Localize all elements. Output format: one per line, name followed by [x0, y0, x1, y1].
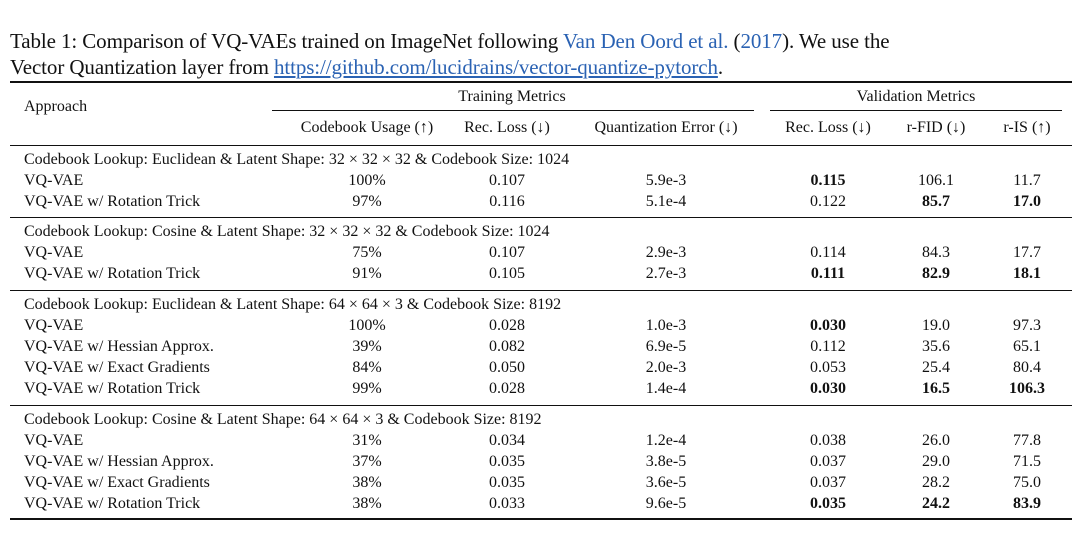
table-cell: 80.4: [1013, 359, 1041, 376]
table-cell: 5.1e-4: [645, 193, 687, 210]
bottom-rule: [10, 518, 1072, 520]
row-approach: VQ-VAE w/ Hessian Approx.: [24, 338, 214, 355]
col-train-rec-loss: Rec. Loss (↓): [464, 119, 550, 136]
table-cell: 2.9e-3: [645, 244, 687, 261]
citation-link[interactable]: Van Den Oord et al.: [562, 29, 729, 53]
table-cell: 0.035: [810, 495, 846, 512]
table-cell: 0.038: [810, 432, 846, 449]
table-cell: 82.9: [922, 265, 950, 282]
table-cell: 31%: [352, 432, 382, 449]
table-cell: 84.3: [922, 244, 950, 261]
table-cell: 0.112: [810, 338, 846, 355]
table-cell: 1.4e-4: [645, 380, 687, 397]
table-cell: 0.030: [810, 380, 846, 397]
table-cell: 65.1: [1013, 338, 1041, 355]
row-approach: VQ-VAE: [24, 172, 84, 189]
table-cell: 18.1: [1013, 265, 1041, 282]
row-approach: VQ-VAE w/ Rotation Trick: [24, 193, 201, 210]
table-cell: 0.053: [810, 359, 846, 376]
citation-open: (: [728, 29, 741, 53]
table-cell: 83.9: [1013, 495, 1041, 512]
table-cell: 0.050: [489, 359, 525, 376]
table-cell: 0.033: [489, 495, 525, 512]
col-codebook-usage: Codebook Usage (↑): [300, 119, 434, 136]
table-cell: 28.2: [922, 474, 950, 491]
row-approach: VQ-VAE w/ Rotation Trick: [24, 265, 201, 282]
row-approach: VQ-VAE: [24, 432, 84, 449]
table-cell: 0.115: [810, 172, 846, 189]
table-cell: 97%: [352, 193, 382, 210]
table-cell: 2.0e-3: [645, 359, 687, 376]
group-separator-rule: [10, 405, 1072, 406]
table-cell: 0.107: [489, 244, 525, 261]
table-cell: 75%: [352, 244, 382, 261]
table-cell: 0.037: [810, 453, 846, 470]
table-cell: 3.6e-5: [645, 474, 687, 491]
table-cell: 0.114: [810, 244, 846, 261]
table-cell: 39%: [352, 338, 382, 355]
table-cell: 0.111: [810, 265, 846, 282]
table-cell: 85.7: [922, 193, 950, 210]
table-cell: 24.2: [922, 495, 950, 512]
row-approach: VQ-VAE w/ Exact Gradients: [24, 474, 210, 491]
table-cell: 0.030: [810, 317, 846, 334]
table-cell: 99%: [352, 380, 382, 397]
caption-prefix: Table 1: Comparison of VQ-VAEs trained on ImageNet following: [10, 29, 563, 53]
row-approach: VQ-VAE w/ Hessian Approx.: [24, 453, 214, 470]
row-approach: VQ-VAE w/ Exact Gradients: [24, 359, 210, 376]
table-cell: 26.0: [922, 432, 950, 449]
table-cell: 38%: [352, 474, 382, 491]
table-cell: 17.0: [1013, 193, 1041, 210]
col-rfid: r-FID (↓): [906, 119, 966, 136]
validation-cmidrule: [770, 110, 1062, 111]
table-cell: 0.028: [489, 317, 525, 334]
training-cmidrule: [272, 110, 754, 111]
table-cell: 2.7e-3: [645, 265, 687, 282]
group-title: Codebook Lookup: Cosine & Latent Shape: 64 × 64 × 3 & Codebook Size: 8192: [24, 411, 542, 428]
table-cell: 1.2e-4: [645, 432, 687, 449]
table-cell: 100%: [348, 172, 386, 189]
caption-line2-suffix: .: [717, 55, 724, 79]
table-cell: 0.122: [810, 193, 846, 210]
table-cell: 100%: [348, 317, 386, 334]
table-cell: 97.3: [1013, 317, 1041, 334]
table-cell: 29.0: [922, 453, 950, 470]
table-cell: 11.7: [1013, 172, 1041, 189]
table-cell: 0.034: [489, 432, 525, 449]
group-title: Codebook Lookup: Cosine & Latent Shape: 32 × 32 × 32 & Codebook Size: 1024: [24, 223, 550, 240]
table-cell: 106.1: [918, 172, 954, 189]
table-cell: 0.082: [489, 338, 525, 355]
caption-line-1: [10, 28, 1072, 54]
table-cell: 91%: [352, 265, 382, 282]
table-cell: 75.0: [1013, 474, 1041, 491]
table-cell: 3.8e-5: [645, 453, 687, 470]
table-cell: 0.107: [489, 172, 525, 189]
table-cell: 0.028: [489, 380, 525, 397]
table-cell: 19.0: [922, 317, 950, 334]
col-quant-error: Quantization Error (↓): [594, 119, 738, 136]
table-cell: 16.5: [922, 380, 950, 397]
table-cell: 37%: [352, 453, 382, 470]
row-approach: VQ-VAE w/ Rotation Trick: [24, 380, 201, 397]
table-cell: 106.3: [1009, 380, 1045, 397]
row-approach: VQ-VAE: [24, 244, 84, 261]
col-ris: r-IS (↑): [1003, 119, 1051, 136]
caption-line2-prefix: Vector Quantization layer from: [10, 55, 274, 79]
table-cell: 0.035: [489, 474, 525, 491]
row-approach: VQ-VAE: [24, 317, 84, 334]
table-caption: [10, 28, 1072, 80]
table-cell: 1.0e-3: [645, 317, 687, 334]
row-approach: VQ-VAE w/ Rotation Trick: [24, 495, 201, 512]
table-cell: 35.6: [922, 338, 950, 355]
table-cell: 77.8: [1013, 432, 1041, 449]
table-cell: 0.116: [489, 193, 525, 210]
header-approach: Approach: [24, 98, 88, 115]
header-rule: [10, 145, 1072, 146]
citation-year-link[interactable]: 2017: [740, 29, 783, 53]
table-cell: 5.9e-3: [645, 172, 687, 189]
group-title: Codebook Lookup: Euclidean & Latent Shape: 64 × 64 × 3 & Codebook Size: 8192: [24, 296, 562, 313]
header-validation-metrics: Validation Metrics: [856, 88, 976, 105]
table-cell: 0.105: [489, 265, 525, 282]
table-cell: 0.035: [489, 453, 525, 470]
top-rule: [10, 81, 1072, 83]
table-cell: 84%: [352, 359, 382, 376]
col-val-rec-loss: Rec. Loss (↓): [785, 119, 871, 136]
table-cell: 38%: [352, 495, 382, 512]
caption-line-2: [10, 54, 1072, 80]
group-separator-rule: [10, 290, 1072, 291]
group-title: Codebook Lookup: Euclidean & Latent Shape: 32 × 32 × 32 & Codebook Size: 1024: [24, 151, 570, 168]
repo-url-link[interactable]: https://github.com/lucidrains/vector-quantize-pytorch: [273, 55, 718, 79]
table-cell: 17.7: [1013, 244, 1041, 261]
table-cell: 9.6e-5: [645, 495, 687, 512]
citation-close: ). We use the: [782, 29, 890, 53]
table-cell: 25.4: [922, 359, 950, 376]
table-cell: 0.037: [810, 474, 846, 491]
group-separator-rule: [10, 217, 1072, 218]
table-cell: 6.9e-5: [645, 338, 687, 355]
table-cell: 71.5: [1013, 453, 1041, 470]
header-training-metrics: Training Metrics: [458, 88, 566, 105]
